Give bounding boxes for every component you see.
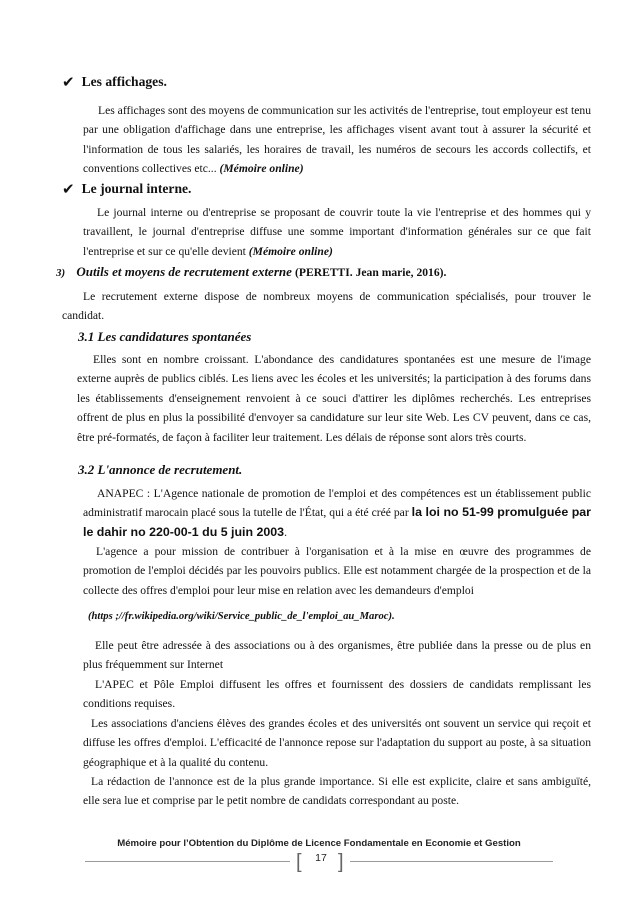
- wikipedia-link[interactable]: (https ;//fr.wikipedia.org/wiki/Service_public_de_l'emploi_au_Maroc).: [88, 611, 395, 622]
- checkmark-icon: ✔: [62, 73, 75, 91]
- footer-bracket-left: [: [296, 851, 302, 873]
- citation: (Mémoire online): [219, 162, 304, 176]
- paragraph-anapec: ANAPEC : L'Agence nationale de promotion de l'emploi et des compétences est un établissement public administratif marocain placé sous la tutelle de l'État, qui a été créé par la loi no 51-99 promulguée par le dahir no 220-00-1 du 5 juin 2003.: [83, 487, 591, 539]
- heading-candidatures-spontanees: 3.1 Les candidatures spontanées: [78, 329, 252, 344]
- heading-journal-title: Le journal interne.: [81, 181, 192, 196]
- footer-text: Mémoire pour l’Obtention du Diplôme de Licence Fondamentale en Economie et Gestion: [117, 838, 521, 849]
- citation: (Mémoire online): [248, 244, 333, 258]
- law-reference: la loi no 51-99 promulguée par le dahir no 220-00-1 du 5 juin 2003: [83, 505, 591, 539]
- heading-journal-interne: [62, 180, 191, 198]
- paragraph-apec: L'APEC et Pôle Emploi diffusent les offres et fournissent des dossiers de candidats remplissant les conditions requises.: [83, 678, 591, 711]
- paragraph-candidatures: Elles sont en nombre croissant. L'abondance des candidatures spontanées est une mesure de l'image externe auprès de publics ciblés. Les liens avec les écoles et les universités; la participation à des forums dans les établissements d'enseignement renvoient à ce souci d'attirer les diplômes recherchés. Les entreprises offrent de plus en plus la possibilité d'envoyer sa candidature sur leur site Web. Les CV peuvent, dans ce cas, être pré-formatés, de façon à faciliter leur traitement. Les délais de réponse sont alors très courts.: [77, 353, 591, 444]
- paragraph-associations: Les associations d'anciens élèves des grandes écoles et des universités ont souvent un service qui reçoit et diffuse les offres d'emploi. L'efficacité de l'annonce repose sur l'adaptation du support au poste, à sa situation géographique et à la qualité du contenu.: [83, 717, 591, 769]
- footer-bracket-right: ]: [338, 851, 344, 873]
- heading-affichages: [62, 73, 167, 91]
- paragraph-mission: L'agence a pour mission de contribuer à l'organisation et à la mise en œuvre des programmes de promotion de l'emploi décidés par les pouvoirs publics. Elle est notamment chargée de la prospection et de la collecte des offres d'emploi pour leur mise en relation avec les demandeurs d'emploi: [83, 545, 591, 597]
- footer-rule-left: [85, 861, 290, 862]
- paragraph-outils: Le recrutement externe dispose de nombreux moyens de communication spécialisés, pour trouver le candidat.: [62, 290, 591, 323]
- footer-rule-right: [350, 861, 553, 862]
- heading-affichages-title: Les affichages.: [81, 74, 167, 89]
- page-number: 17: [315, 852, 327, 864]
- citation: (PERETTI. Jean marie, 2016).: [295, 266, 447, 279]
- heading-outils-recrutement: [56, 264, 446, 280]
- heading-annonce-recrutement: 3.2 L'annonce de recrutement.: [78, 462, 243, 477]
- paragraph-affichages: Les affichages sont des moyens de communication sur les activités de l'entreprise, tout employeur est tenu par une obligation d'affichage dans une entreprise, les affichages visent avant tout à assurer la sécurité et l'information de tous les salariés, les horaires de travail, les numéros de secours les accords collectifs, et conventions collectives etc... (Mémoire online): [83, 104, 591, 176]
- section-title: Outils et moyens de recrutement externe: [76, 264, 292, 279]
- paragraph-adressee: Elle peut être adressée à des associations ou à des organismes, être publiée dans la presse ou de plus en plus fréquemment sur Internet: [83, 639, 591, 672]
- paragraph-redaction: La rédaction de l'annonce est de la plus grande importance. Si elle est explicite, claire et sans ambiguïté, elle sera lue et comprise par le petit nombre de candidats correspondant au poste.: [83, 775, 591, 808]
- paragraph-journal-interne: Le journal interne ou d'entreprise se proposant de couvrir toute la vie l'entreprise et des hommes qui y travaillent, le journal d'entreprise diffuse une somme important d'information générales sur ce que fait l'entreprise et sur ce qu'elle devient (Mémoire online): [83, 206, 591, 258]
- checkmark-icon: ✔: [62, 180, 75, 198]
- section-number: 3): [56, 267, 66, 279]
